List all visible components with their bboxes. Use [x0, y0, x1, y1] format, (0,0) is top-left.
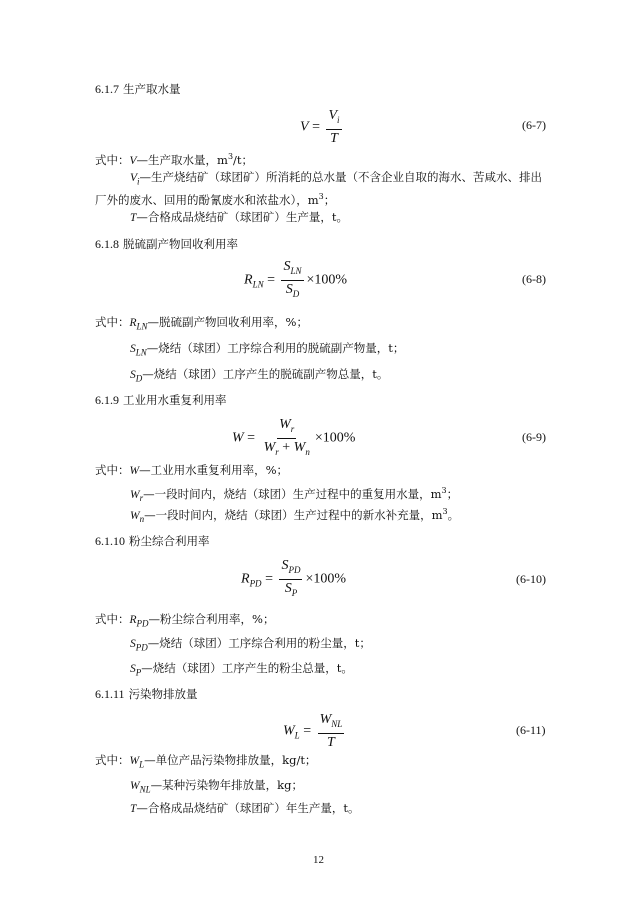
definition-line: $W_n—$一段时间内，烧结（球团）生产过程中的新水补充量，$m^3$。 [130, 507, 460, 525]
definition-line: $W_{NL}—$某种污染物年排放量，kg； [130, 778, 303, 795]
section-6-1-9-heading: 6.1.9 工业用水重复利用率 [95, 393, 227, 407]
equation-number: (6-8) [522, 272, 546, 286]
definition-line: 式中：V—生产取水量，$m^3/t$； [95, 152, 254, 167]
definition-line: $S_D—$烧结（球团）工序产生的脱硫副产物总量，t。 [130, 367, 389, 384]
section-6-1-10-heading: 6.1.10 粉尘综合利用率 [95, 534, 210, 548]
definition-line: 厂外的废水、回用的酚氰废水和浓盐水），$m^3$； [95, 192, 336, 207]
definition-line: $V_i—$生产烧结矿（球团矿）所消耗的总水量（不含企业自取的海水、苦咸水、排出 [130, 170, 543, 187]
page-number: 12 [313, 854, 324, 866]
definition-line: 式中：$R_{LN}—$脱硫副产物回收利用率，%； [95, 315, 308, 332]
equation-number: (6-11) [516, 723, 546, 737]
definition-line: T—合格成品烧结矿（球团矿）生产量，t。 [130, 210, 349, 224]
section-6-1-7-heading [95, 81, 181, 97]
section-6-1-8-heading: 6.1.8 脱硫副产物回收利用率 [95, 237, 238, 251]
definition-line: T—合格成品烧结矿（球团矿）年生产量，t。 [130, 801, 360, 815]
equation-number: (6-10) [516, 572, 546, 586]
formula-6-11: $W_L$ = $\frac{W_{NL}}{T}$ [283, 712, 343, 750]
formula-6-9: W = $\frac{W_r}{W_r + W_n}$ ×100% [232, 417, 356, 457]
formula-6-10: $R_{PD}$ = $\frac{S_{PD}}{S_P}$ ×100% [241, 558, 347, 598]
definition-line: 式中：W—工业用水重复利用率，%； [95, 463, 289, 477]
equation-number: (6-9) [522, 430, 546, 444]
definition-line: $S_P—$烧结（球团）工序产生的粉尘总量，t。 [130, 661, 353, 678]
equation-number: (6-7) [522, 118, 546, 132]
section-6-1-11-heading: 6.1.11 污染物排放量 [95, 687, 198, 701]
formula-6-7: V = $\frac{V_i}{T}$ [300, 108, 340, 146]
definition-line: $W_r—$一段时间内，烧结（球团）生产过程中的重复用水量，$m^3$； [130, 486, 459, 504]
definition-line: $S_{PD}—$烧结（球团）工序综合利用的粉尘量，t； [130, 636, 371, 653]
formula-6-8: $R_{LN}$ = $\frac{S_{LN}}{S_D}$ ×100% [244, 259, 348, 299]
section-number: 6.1.7 [95, 82, 119, 96]
definition-line: 式中：$R_{PD}—$粉尘综合利用率，%； [95, 612, 275, 629]
definition-line: 式中：$W_L—$单位产品污染物排放量，kg/t； [95, 753, 317, 770]
section-title: 生产取水量 [123, 82, 181, 96]
definition-line: $S_{LN}—$烧结（球团）工序综合利用的脱硫副产物量，t； [130, 341, 405, 358]
